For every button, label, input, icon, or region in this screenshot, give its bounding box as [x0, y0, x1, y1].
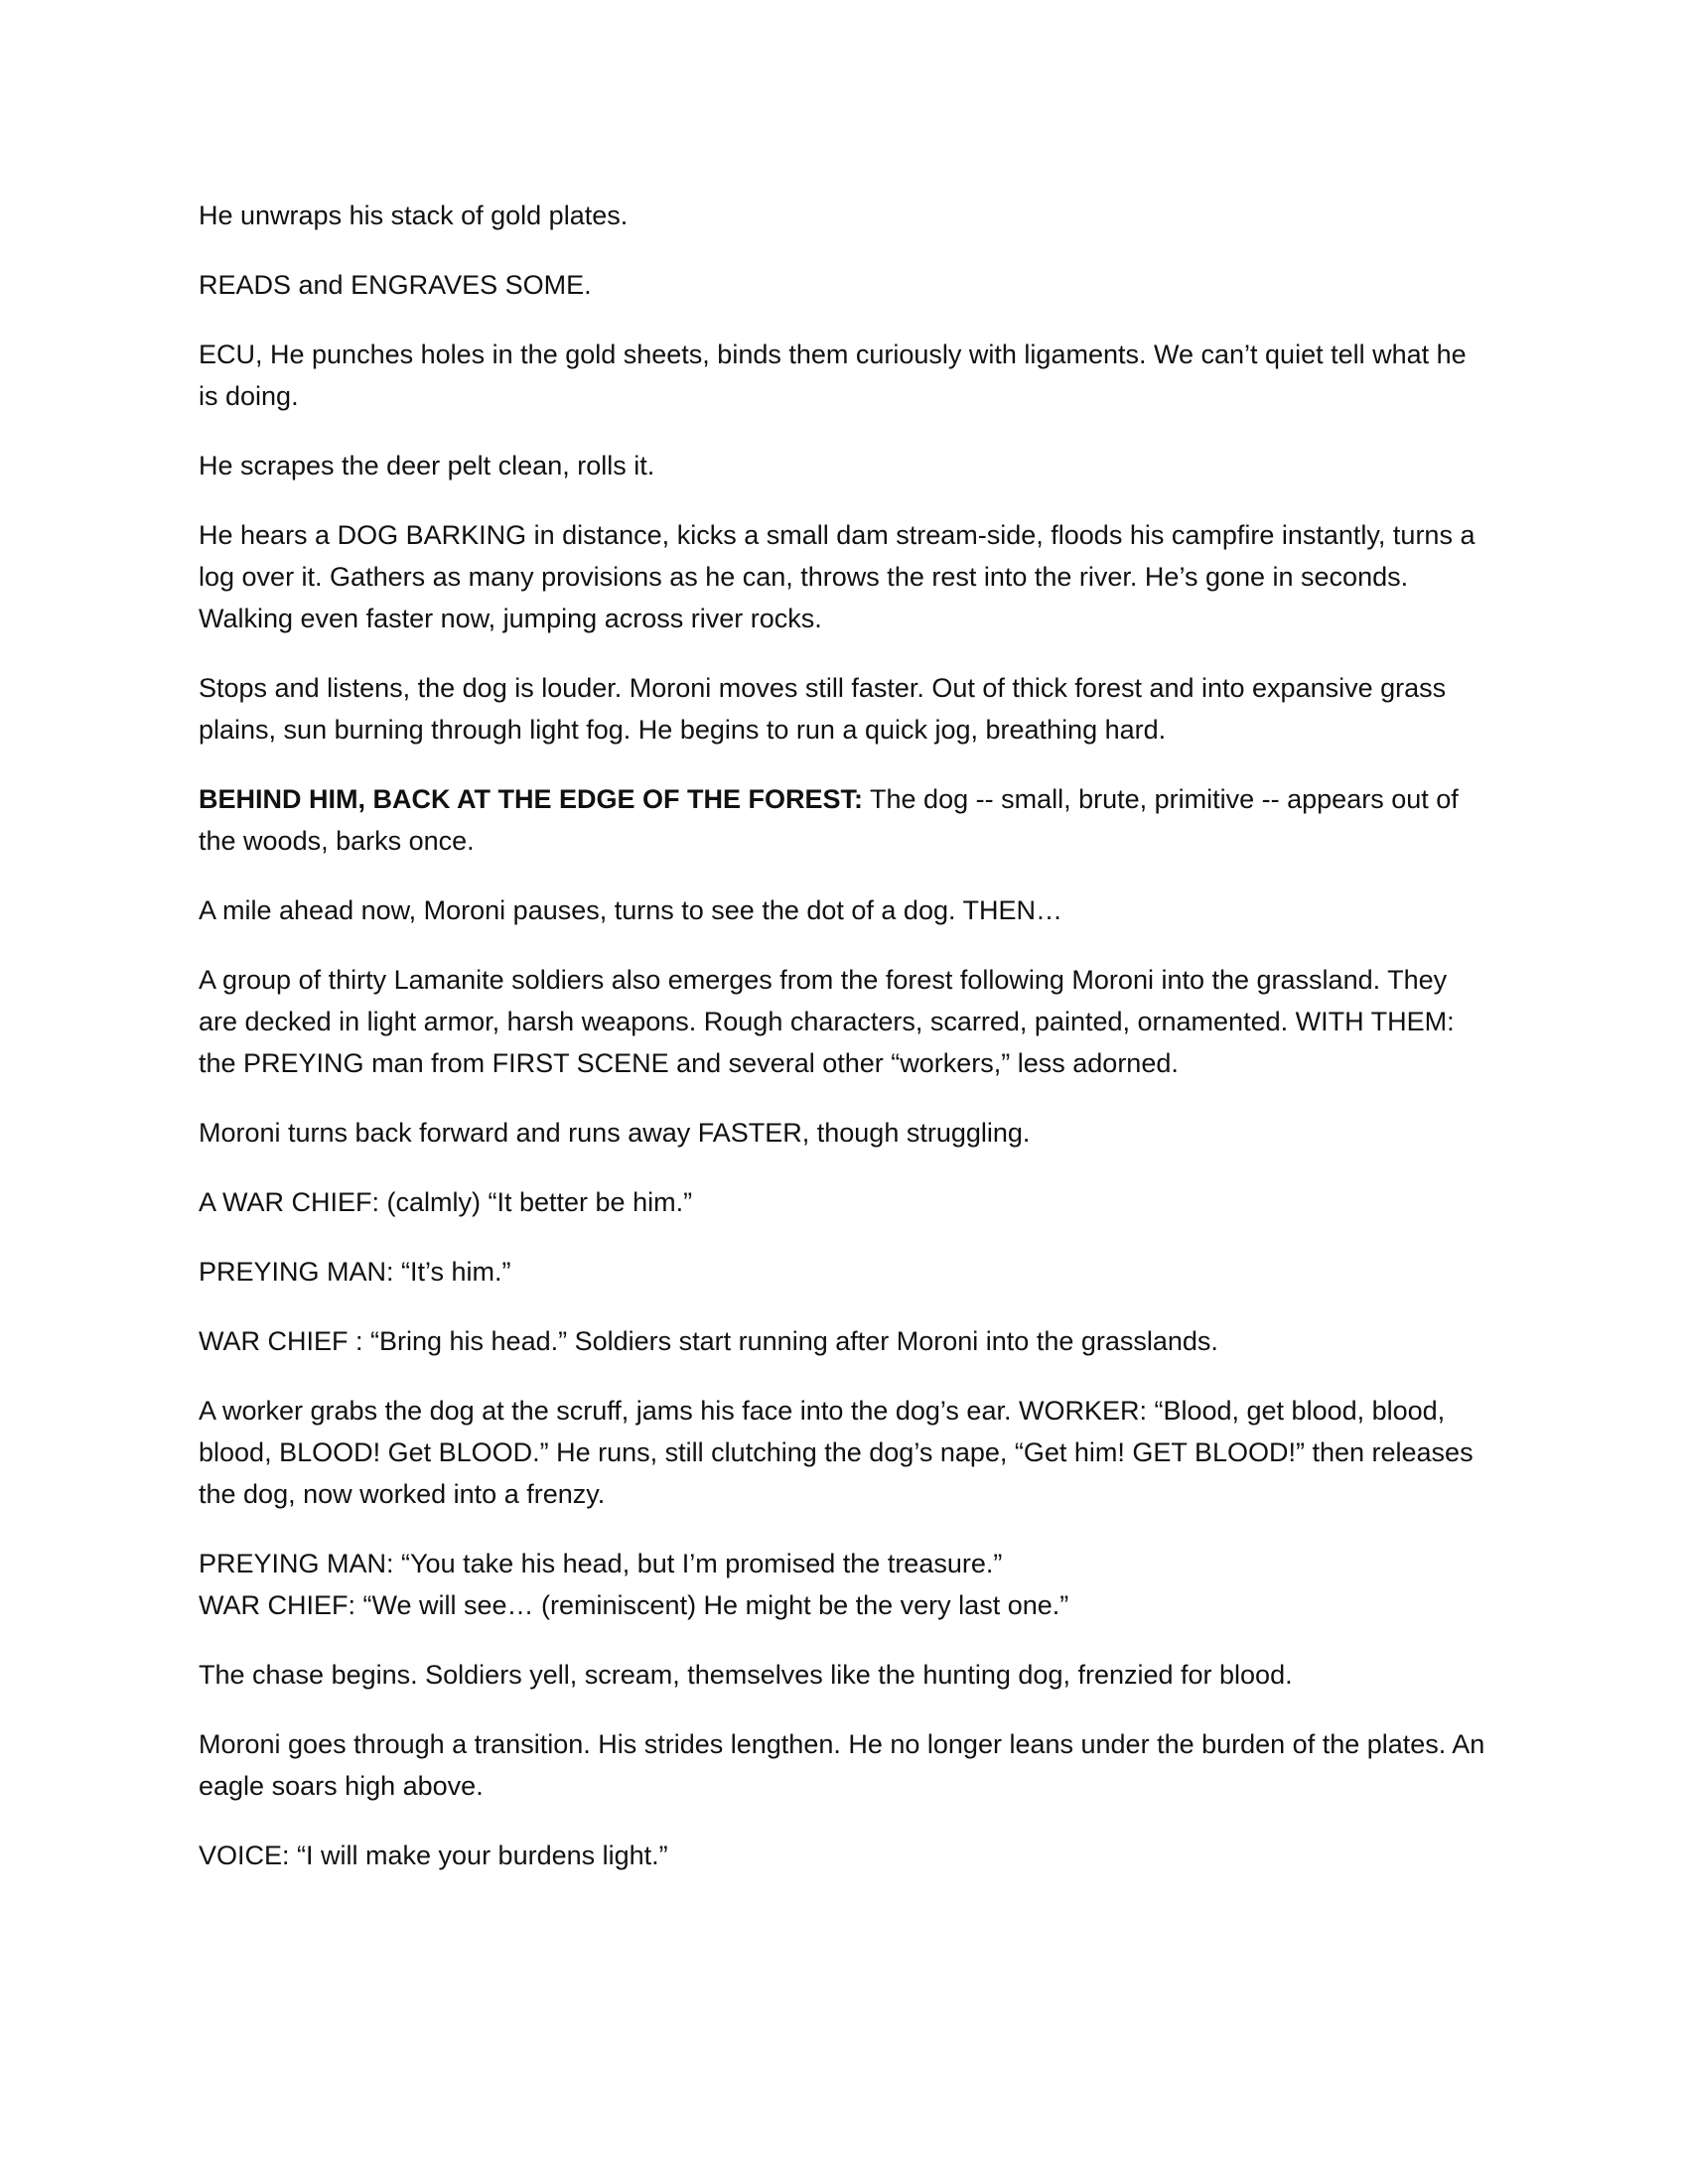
paragraph-dog-barking: He hears a DOG BARKING in distance, kicks a small dam stream-side, floods his campfire instantly, turns a log over it. Gathers as many provisions as he can, throws the rest into the river. He’s gone in seconds. Walking even faster now, jumping across river rocks. [199, 520, 1476, 633]
scene-heading: BEHIND HIM, BACK AT THE EDGE OF THE FOREST: [199, 784, 864, 814]
paragraph-punches-holes: ECU, He punches holes in the gold sheets, binds them curiously with ligaments. We can’t quiet tell what he is doing. [199, 340, 1467, 411]
paragraph-stops-listens: Stops and listens, the dog is louder. Moroni moves still faster. Out of thick forest and into expansive grass plains, sun burning through light fog. He begins to run a quick jog, breathing hard. [199, 673, 1447, 745]
script-body [199, 195, 1489, 1904]
paragraph-deer-pelt: He scrapes the deer pelt clean, rolls it. [199, 451, 655, 480]
dialogue-war-chief-3: WAR CHIEF: “We will see… (reminiscent) He might be the very last one.” [199, 1590, 1069, 1620]
paragraph-worker-dog: A worker grabs the dog at the scruff, jams his face into the dog’s ear. WORKER: “Blood, get blood, blood, blood, BLOOD! Get BLOOD.” He runs, still clutching the dog’s nape, “Get him! GET BLOOD!” then releases the dog, now worked into a frenzy. [199, 1396, 1474, 1509]
dialogue-war-chief-1: A WAR CHIEF: (calmly) “It better be him.” [199, 1187, 693, 1217]
dialogue-war-chief-2: WAR CHIEF : “Bring his head.” Soldiers start running after Moroni into the grasslands. [199, 1326, 1218, 1356]
paragraph-lamanite-soldiers: A group of thirty Lamanite soldiers also emerges from the forest following Moroni into the grassland. They are decked in light armor, harsh weapons. Rough characters, scarred, painted, ornamented. WITH THEM: the PREYING man from FIRST SCENE and several other “workers,” less adorned. [199, 965, 1455, 1078]
paragraph-reads-engraves: READS and ENGRAVES SOME. [199, 270, 592, 300]
paragraph-transition: Moroni goes through a transition. His strides lengthen. He no longer leans under the burden of the plates. An eagle soars high above. [199, 1729, 1485, 1801]
paragraph-mile-ahead: A mile ahead now, Moroni pauses, turns to see the dot of a dog. THEN… [199, 895, 1062, 925]
paragraph-unwraps-plates: He unwraps his stack of gold plates. [199, 201, 629, 230]
dialogue-preying-man-2: PREYING MAN: “You take his head, but I’m promised the treasure.” [199, 1549, 1003, 1578]
dialogue-voice: VOICE: “I will make your burdens light.” [199, 1841, 668, 1870]
paragraph-edge-of-forest: BEHIND HIM, BACK AT THE EDGE OF THE FOREST: The dog -- small, brute, primitive -- appears out of the woods, barks once. [199, 784, 1459, 856]
paragraph-runs-faster: Moroni turns back forward and runs away FASTER, though struggling. [199, 1118, 1031, 1148]
paragraph-chase-begins: The chase begins. Soldiers yell, scream, themselves like the hunting dog, frenzied for blood. [199, 1660, 1293, 1690]
dialogue-preying-man-1: PREYING MAN: “It’s him.” [199, 1257, 511, 1287]
